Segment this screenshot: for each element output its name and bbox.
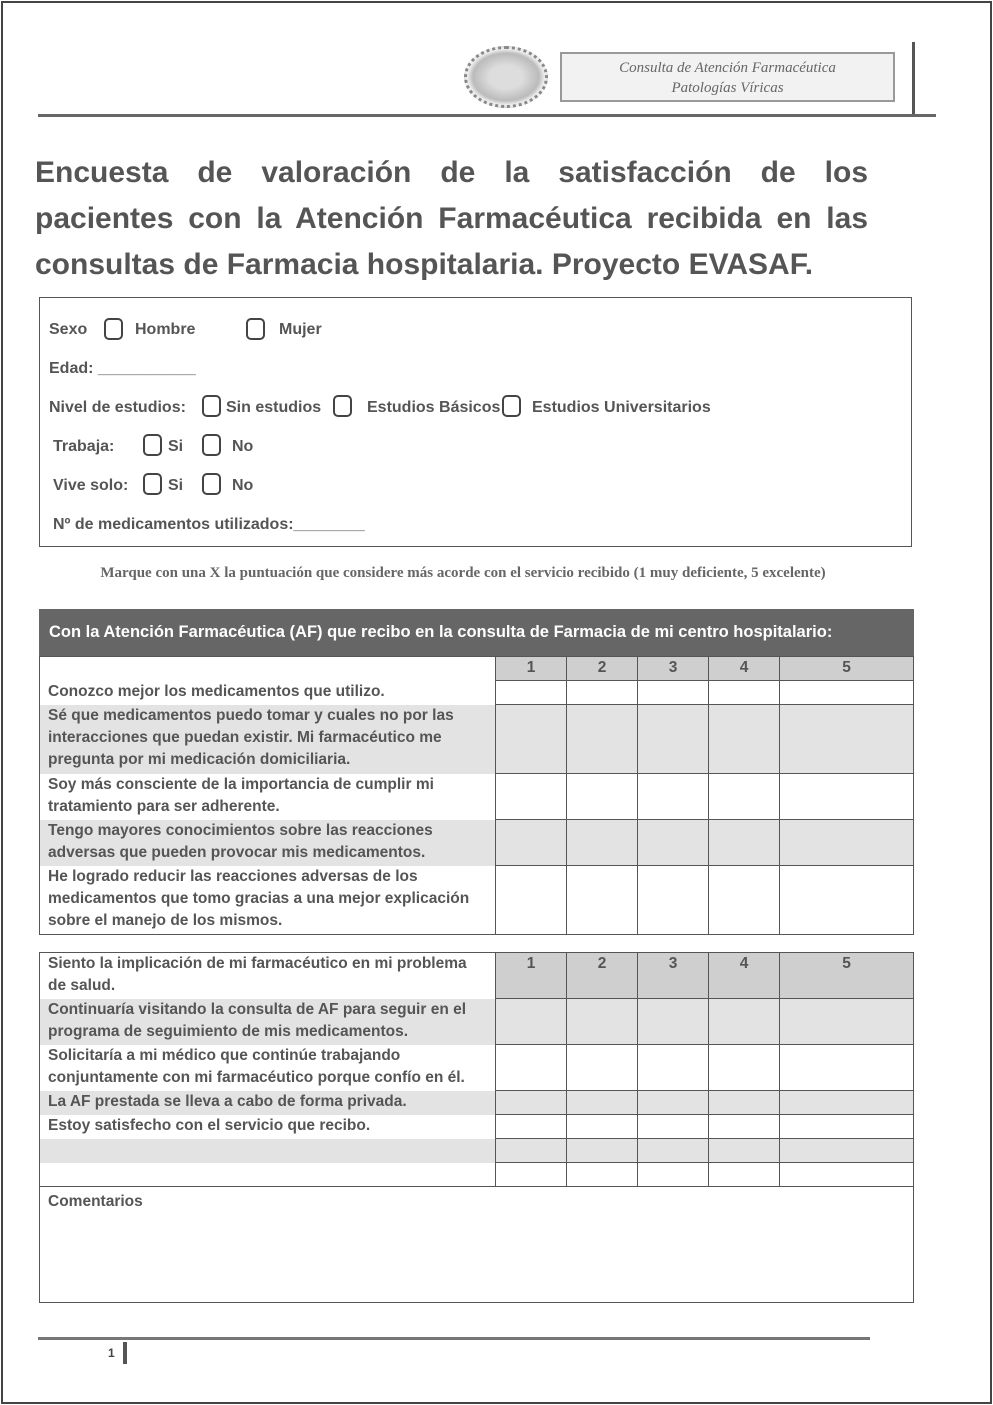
question: He logrado reducir las reacciones adversas de los medicamentos que tomo gracias a una mejor explicación sobre el manejo de los mismos. <box>40 866 496 935</box>
rating-cell[interactable] <box>638 1091 709 1115</box>
rating-cell[interactable] <box>780 820 914 866</box>
rating-cell[interactable] <box>780 1163 914 1187</box>
question: Estoy satisfecho con el servicio que recibo. <box>40 1115 496 1139</box>
question: Continuaría visitando la consulta de AF para seguir en el programa de seguimiento de mis medicamentos. <box>40 999 496 1045</box>
rating-cell[interactable] <box>780 705 914 774</box>
rating-cell[interactable] <box>709 774 780 820</box>
seal-icon <box>464 46 548 108</box>
rating-cell[interactable] <box>496 820 567 866</box>
label-sin-estudios: Sin estudios <box>226 399 322 416</box>
question: Siento la implicación de mi farmacéutico en mi problema de salud. <box>40 953 496 999</box>
header-rule <box>38 114 936 117</box>
question: Sé que medicamentos puedo tomar y cuales no por las interacciones que puedan existir. Mi farmacéutico me pregunta por mi medicación domiciliaria. <box>40 705 496 774</box>
scale-4: 4 <box>709 657 780 681</box>
label-vive-solo: Vive solo: <box>53 477 129 494</box>
label-si: Si <box>168 477 184 494</box>
table-row <box>40 866 914 935</box>
rating-cell[interactable] <box>496 1163 567 1187</box>
rating-cell[interactable] <box>567 866 638 935</box>
table-row-empty <box>40 1139 914 1163</box>
footer-divider <box>123 1342 127 1364</box>
checkbox-hombre[interactable] <box>104 318 123 340</box>
rating-cell[interactable] <box>638 1115 709 1139</box>
scale-1: 1 <box>496 657 567 681</box>
page-title: Encuesta de valoración de la satisfacción de los pacientes con la Atención Farmacéutica recibida en las consultas de Farmacia hospitalaria. Proyecto EVASAF. <box>35 156 868 281</box>
rating-cell[interactable] <box>567 999 638 1045</box>
rating-cell[interactable] <box>496 999 567 1045</box>
rating-cell[interactable] <box>496 1091 567 1115</box>
table-row <box>40 1045 914 1091</box>
label-mujer: Mujer <box>279 321 322 338</box>
rating-cell[interactable] <box>496 1045 567 1091</box>
rating-cell[interactable] <box>567 1139 638 1163</box>
rating-cell[interactable] <box>709 1115 780 1139</box>
label-no: No <box>232 438 254 455</box>
rating-cell[interactable] <box>567 774 638 820</box>
rating-cell[interactable] <box>709 820 780 866</box>
checkbox-vive-no[interactable] <box>202 473 221 495</box>
rating-cell[interactable] <box>780 866 914 935</box>
header-divider <box>912 42 915 114</box>
rating-cell[interactable] <box>567 1045 638 1091</box>
rating-cell[interactable] <box>638 681 709 705</box>
label-hombre: Hombre <box>135 321 196 338</box>
rating-cell[interactable] <box>638 999 709 1045</box>
table-row <box>40 999 914 1045</box>
checkbox-vive-si[interactable] <box>143 473 162 495</box>
rating-cell[interactable] <box>496 1115 567 1139</box>
rating-cell[interactable] <box>709 705 780 774</box>
field-edad[interactable]: Edad: ___________ <box>49 360 196 377</box>
table-row-empty <box>40 1163 914 1187</box>
rating-cell[interactable] <box>567 705 638 774</box>
logo <box>460 44 905 110</box>
logo-line2: Patologías Víricas <box>671 80 784 96</box>
checkbox-sin-estudios[interactable] <box>202 395 221 417</box>
scale-5: 5 <box>780 657 914 681</box>
rating-cell[interactable] <box>638 705 709 774</box>
rating-cell[interactable] <box>638 1045 709 1091</box>
table-row <box>40 774 914 820</box>
rating-table-1 <box>39 656 914 935</box>
rating-cell[interactable] <box>496 1139 567 1163</box>
rating-cell[interactable] <box>496 774 567 820</box>
logo-text <box>560 52 895 102</box>
scale-5[interactable]: 5 <box>780 953 914 999</box>
rating-cell[interactable] <box>709 999 780 1045</box>
rating-cell[interactable] <box>780 999 914 1045</box>
rating-cell[interactable] <box>709 1091 780 1115</box>
rating-cell[interactable] <box>709 1139 780 1163</box>
instructions: Marque con una X la puntuación que considere más acorde con el servicio recibido (1 muy deficiente, 5 excelente) <box>100 565 826 581</box>
rating-cell[interactable] <box>780 1045 914 1091</box>
table-row <box>40 820 914 866</box>
rating-cell[interactable] <box>638 866 709 935</box>
rating-cell[interactable] <box>709 1163 780 1187</box>
rating-cell[interactable] <box>567 1091 638 1115</box>
question: Tengo mayores conocimientos sobre las reacciones adversas que pueden provocar mis medicamentos. <box>40 820 496 866</box>
rating-cell[interactable] <box>496 705 567 774</box>
rating-cell[interactable] <box>709 681 780 705</box>
question: Soy más consciente de la importancia de cumplir mi tratamiento para ser adherente. <box>40 774 496 820</box>
scale-3: 3 <box>638 657 709 681</box>
scale-2: 2 <box>567 657 638 681</box>
rating-cell[interactable] <box>780 1091 914 1115</box>
comments-label: Comentarios <box>48 1193 143 1210</box>
table1-header: Con la Atención Farmacéutica (AF) que recibo en la consulta de Farmacia de mi centro hospitalario: <box>39 609 914 656</box>
checkbox-mujer[interactable] <box>246 318 265 340</box>
rating-cell[interactable] <box>780 1139 914 1163</box>
label-universitarios: Estudios Universitarios <box>532 399 711 416</box>
question: Solicitaría a mi médico que continúe trabajando conjuntamente con mi farmacéutico porque confío en él. <box>40 1045 496 1091</box>
table-row <box>40 953 914 999</box>
rating-cell[interactable] <box>780 1115 914 1139</box>
table-row <box>40 705 914 774</box>
scale-2[interactable]: 2 <box>567 953 638 999</box>
question: Conozco mejor los medicamentos que utilizo. <box>40 681 496 705</box>
footer-rule <box>38 1337 870 1340</box>
table-row <box>40 1091 914 1115</box>
rating-cell[interactable] <box>496 866 567 935</box>
table-row <box>40 1115 914 1139</box>
label-basicos: Estudios Básicos <box>367 399 501 416</box>
field-medicamentos[interactable]: Nº de medicamentos utilizados:________ <box>53 516 365 533</box>
rating-cell[interactable] <box>567 681 638 705</box>
scale-1[interactable]: 1 <box>496 953 567 999</box>
demographics-box <box>39 297 912 547</box>
checkbox-basicos[interactable] <box>333 395 352 417</box>
label-no: No <box>232 477 254 494</box>
rating-cell[interactable] <box>567 1115 638 1139</box>
rating-cell[interactable] <box>780 681 914 705</box>
label-trabaja: Trabaja: <box>53 438 115 455</box>
label-si: Si <box>168 438 184 455</box>
question: La AF prestada se lleva a cabo de forma privada. <box>40 1091 496 1115</box>
rating-cell[interactable] <box>567 820 638 866</box>
checkbox-trabaja-si[interactable] <box>143 434 162 456</box>
rating-cell[interactable] <box>496 681 567 705</box>
scale-4[interactable]: 4 <box>709 953 780 999</box>
scale-3[interactable]: 3 <box>638 953 709 999</box>
label-sexo: Sexo <box>49 321 88 338</box>
page-number: 1 <box>108 1346 115 1360</box>
rating-table-2 <box>39 952 914 1303</box>
rating-cell[interactable] <box>709 1045 780 1091</box>
table-row <box>40 681 914 705</box>
checkbox-universitarios[interactable] <box>502 395 521 417</box>
rating-cell[interactable] <box>567 1163 638 1187</box>
comments-field[interactable] <box>40 1187 914 1303</box>
rating-cell[interactable] <box>638 774 709 820</box>
rating-cell[interactable] <box>638 1139 709 1163</box>
rating-cell[interactable] <box>709 866 780 935</box>
rating-cell[interactable] <box>638 820 709 866</box>
rating-cell[interactable] <box>638 1163 709 1187</box>
label-nivel: Nivel de estudios: <box>49 399 186 416</box>
logo-line1: Consulta de Atención Farmacéutica <box>619 60 836 76</box>
checkbox-trabaja-no[interactable] <box>202 434 221 456</box>
rating-cell[interactable] <box>780 774 914 820</box>
